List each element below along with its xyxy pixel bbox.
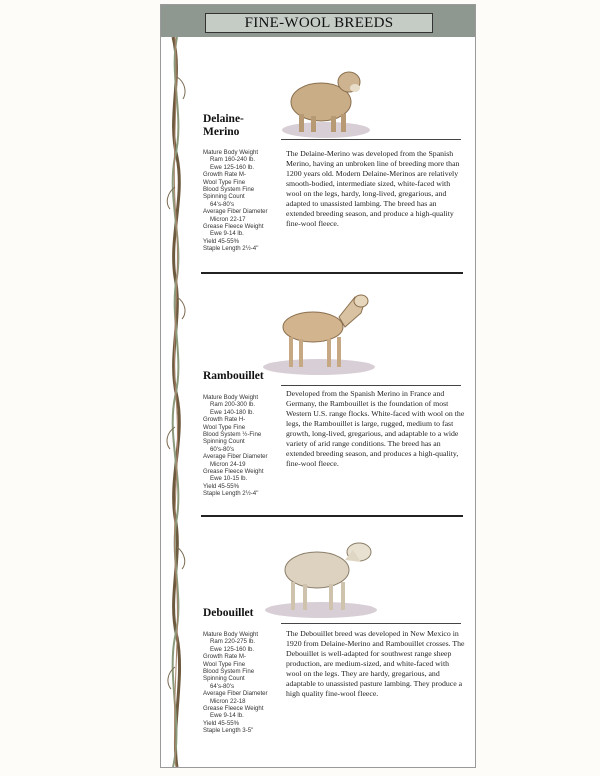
divider-thin (281, 139, 461, 140)
spec-row: Staple Length 3-5" (203, 727, 254, 735)
spec-row: Ewe 10-15 lb. (210, 475, 248, 483)
spec-row: 64's-80's (210, 200, 235, 208)
specs-rambouillet (203, 394, 283, 498)
spec-row: Micron 22-18 (210, 697, 246, 705)
spec-row: Blood System ½-Fine (203, 431, 262, 439)
specs-delaine-merino (203, 149, 283, 253)
spec-row: Growth Rate M- (203, 171, 247, 179)
spec-row: Wool Type Fine (203, 178, 246, 186)
section-divider (201, 515, 463, 517)
spec-row: Ewe 9-14 lb. (210, 230, 244, 238)
spec-row: 64's-80's (210, 682, 235, 690)
breed-name-line: Merino (203, 126, 240, 138)
spec-row: Mature Body Weight (203, 631, 259, 638)
breed-name-debouillet (203, 607, 253, 620)
spec-row: Mature Body Weight (203, 394, 259, 401)
breed-name-rambouillet (203, 370, 264, 383)
description-debouillet: The Debouillet breed was developed in New Mexico in 1920 from Delaine-Merino and Rambouillet crosses. The Debouillet is well-adapted for southwest range sheep production, are medium-sized, and white-faced with wool on the legs. They are hardy, gregarious, and adaptable to unassisted pasture lambing. They produce a high quality fine-wool fleece. (286, 629, 465, 698)
spec-row: Average Fiber Diameter (203, 453, 268, 461)
spec-row: Ram 220-275 lb. (210, 638, 256, 646)
vine-border-illustration (163, 37, 189, 767)
spec-row: Growth Rate M- (203, 653, 247, 661)
spec-row: Wool Type Fine (203, 660, 246, 668)
spec-row: Mature Body Weight (203, 149, 259, 156)
section-divider (201, 272, 463, 274)
spec-row: Micron 22-17 (210, 215, 246, 223)
breed-name-line: Debouillet (203, 607, 254, 619)
spec-row: Yield 45-55% (203, 482, 240, 490)
spec-row: Ewe 9-14 lb. (210, 712, 244, 720)
header-bar (161, 5, 475, 37)
brochure-page (160, 4, 476, 768)
breed-name-delaine-merino (203, 113, 244, 139)
spec-row: Grease Fleece Weight (203, 223, 264, 231)
description-delaine-merino: The Delaine-Merino was developed from the Spanish Merino, having an unbroken line of breeding more than 1200 years old. Modern Delaine-Merinos are relatively smooth-bodied, intermediate sized, white-faced with wool on the legs, hardy, long-lived, gregarious, and adapted to unassisted lambing. The breed has an extended breeding season, and produce a high-quality fine-wool fleece. (286, 149, 460, 228)
breed-name-line: Delaine- (203, 113, 244, 125)
spec-row: Spinning Count (203, 193, 245, 201)
spec-row: Ram 160-240 lb. (210, 156, 256, 164)
spec-row: Spinning Count (203, 438, 245, 446)
divider-thin (281, 623, 461, 624)
description-rambouillet: Developed from the Spanish Merino in France and Germany, the Rambouillet is the foundation of most Western U.S. range flocks. White-faced with wool on the legs, the Rambouillet is large, rugged, medium to fast growth, long-lived, gregarious, and adaptable to a wide variety of arid range conditions. The breed has an extended breeding season, and produces a high-quality, fine-wool fleece. (286, 389, 465, 468)
spec-row: Staple Length 2½-4" (203, 245, 259, 253)
spec-row: 60's-80's (210, 445, 235, 453)
spec-row: Ewe 125-160 lb. (210, 163, 255, 171)
spec-row: Wool Type Fine (203, 423, 246, 431)
delaine-merino-sheep-illustration (281, 60, 371, 140)
spec-row: Ewe 140-180 lb. (210, 408, 255, 416)
spec-row: Grease Fleece Weight (203, 705, 264, 713)
spec-row: Ram 200-300 lb. (210, 401, 256, 409)
spec-row: Yield 45-55% (203, 237, 240, 245)
spec-row: Average Fiber Diameter (203, 690, 268, 698)
spec-row: Growth Rate H- (203, 416, 246, 424)
breed-name-line: Rambouillet (203, 370, 264, 382)
spec-row: Grease Fleece Weight (203, 468, 264, 476)
rambouillet-sheep-illustration (261, 287, 379, 377)
spec-row: Yield 45-55% (203, 719, 240, 727)
specs-debouillet (203, 631, 283, 735)
spec-row: Spinning Count (203, 675, 245, 683)
spec-row: Average Fiber Diameter (203, 208, 268, 216)
spec-row: Staple Length 2½-4" (203, 490, 259, 498)
spec-row: Ewe 125-160 lb. (210, 645, 255, 653)
spec-row: Micron 24-19 (210, 460, 246, 468)
debouillet-sheep-illustration (261, 530, 381, 620)
page-title: FINE-WOOL BREEDS (205, 13, 433, 33)
spec-row: Blood System Fine (203, 186, 255, 194)
divider-thin (281, 385, 461, 386)
spec-row: Blood System Fine (203, 668, 255, 676)
